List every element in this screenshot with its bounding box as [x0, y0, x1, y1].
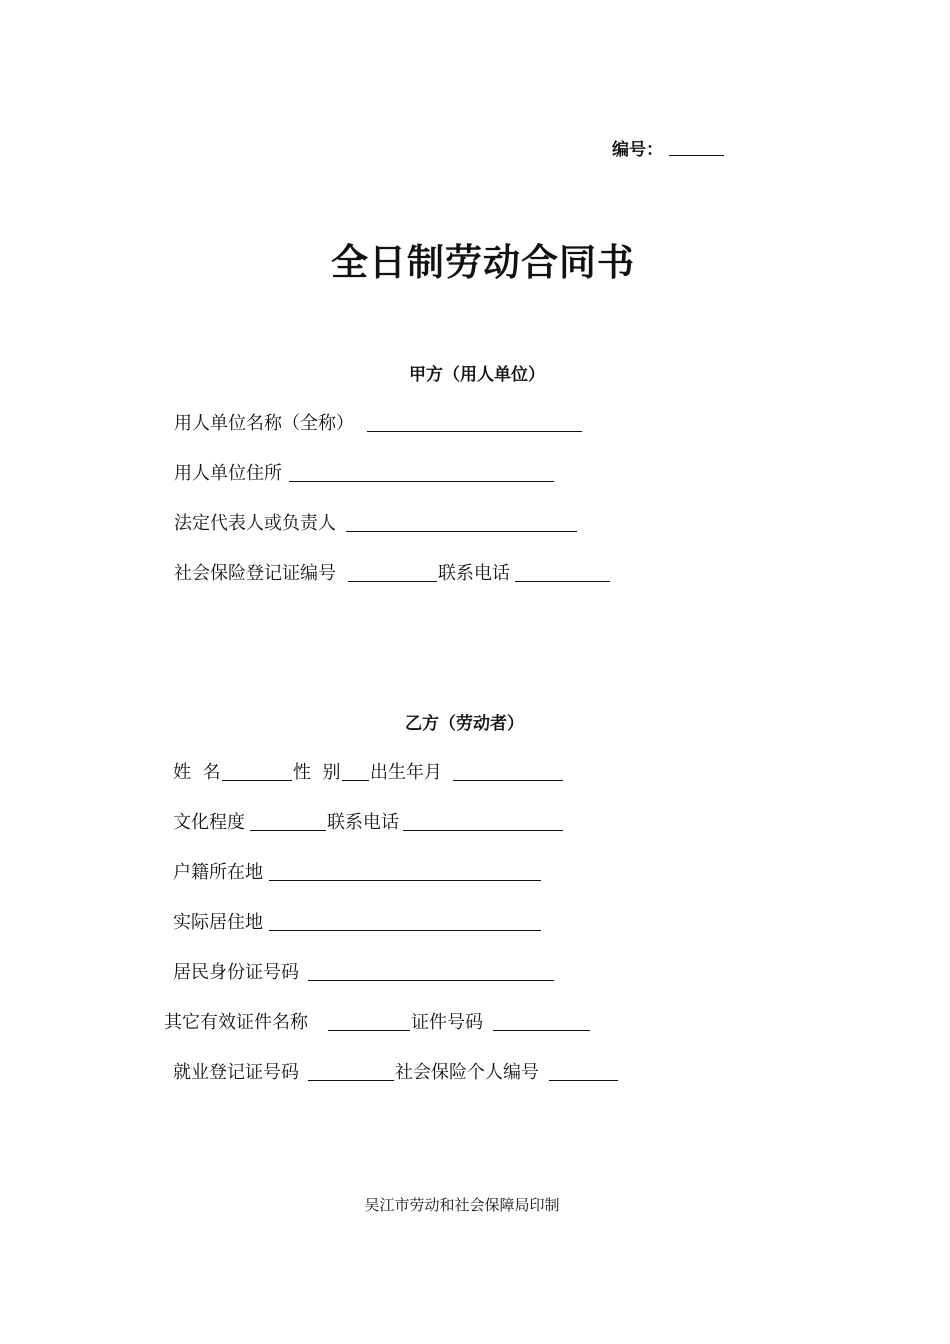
social-insurance-personal-line: [549, 1080, 618, 1081]
employment-reg-number-line: [308, 1080, 394, 1081]
household-registration-label: 户籍所在地: [173, 862, 263, 883]
employment-reg-number-label: 就业登记证号码: [173, 1062, 299, 1083]
actual-residence-label: 实际居住地: [173, 912, 263, 933]
employer-address-line: [289, 481, 554, 482]
document-number-line: [493, 1030, 590, 1031]
actual-residence-line: [269, 930, 541, 931]
employee-phone-label: 联系电话: [327, 812, 399, 833]
party-a-heading: 甲方（用人单位）: [409, 365, 545, 385]
employer-full-name-line: [367, 431, 582, 432]
serial-number-label: 编号：: [612, 140, 663, 160]
employer-address-label: 用人单位住所: [174, 463, 282, 484]
employer-phone-line: [515, 581, 610, 582]
id-card-number-line: [308, 980, 554, 981]
household-registration-line: [269, 880, 541, 881]
social-insurance-personal-label: 社会保险个人编号: [395, 1062, 539, 1083]
employer-phone-label: 联系电话: [438, 563, 510, 584]
employee-education-label: 文化程度: [173, 812, 245, 833]
social-insurance-reg-label: 社会保险登记证编号: [174, 563, 336, 584]
legal-representative-label: 法定代表人或负责人: [174, 513, 336, 534]
document-number-label: 证件号码: [411, 1012, 483, 1033]
employee-gender-label: 性 别: [293, 762, 341, 783]
publisher-footer: 吴江市劳动和社会保障局印制: [364, 1196, 560, 1214]
employee-name-label: 姓 名: [173, 762, 221, 783]
serial-number-line: [669, 155, 724, 156]
other-document-name-label: 其它有效证件名称: [164, 1012, 308, 1033]
employee-birth-line: [453, 780, 563, 781]
employee-gender-line: [342, 780, 369, 781]
employee-education-line: [250, 830, 326, 831]
employer-full-name-label: 用人单位名称（全称）: [174, 413, 354, 434]
document-title: 全日制劳动合同书: [331, 241, 635, 284]
employee-phone-line: [403, 830, 563, 831]
id-card-number-label: 居民身份证号码: [173, 962, 299, 983]
other-document-name-line: [328, 1030, 410, 1031]
social-insurance-reg-line: [348, 581, 437, 582]
employee-birth-label: 出生年月: [370, 762, 442, 783]
party-b-heading: 乙方（劳动者）: [405, 714, 524, 734]
legal-representative-line: [346, 531, 577, 532]
employee-name-line: [222, 780, 292, 781]
